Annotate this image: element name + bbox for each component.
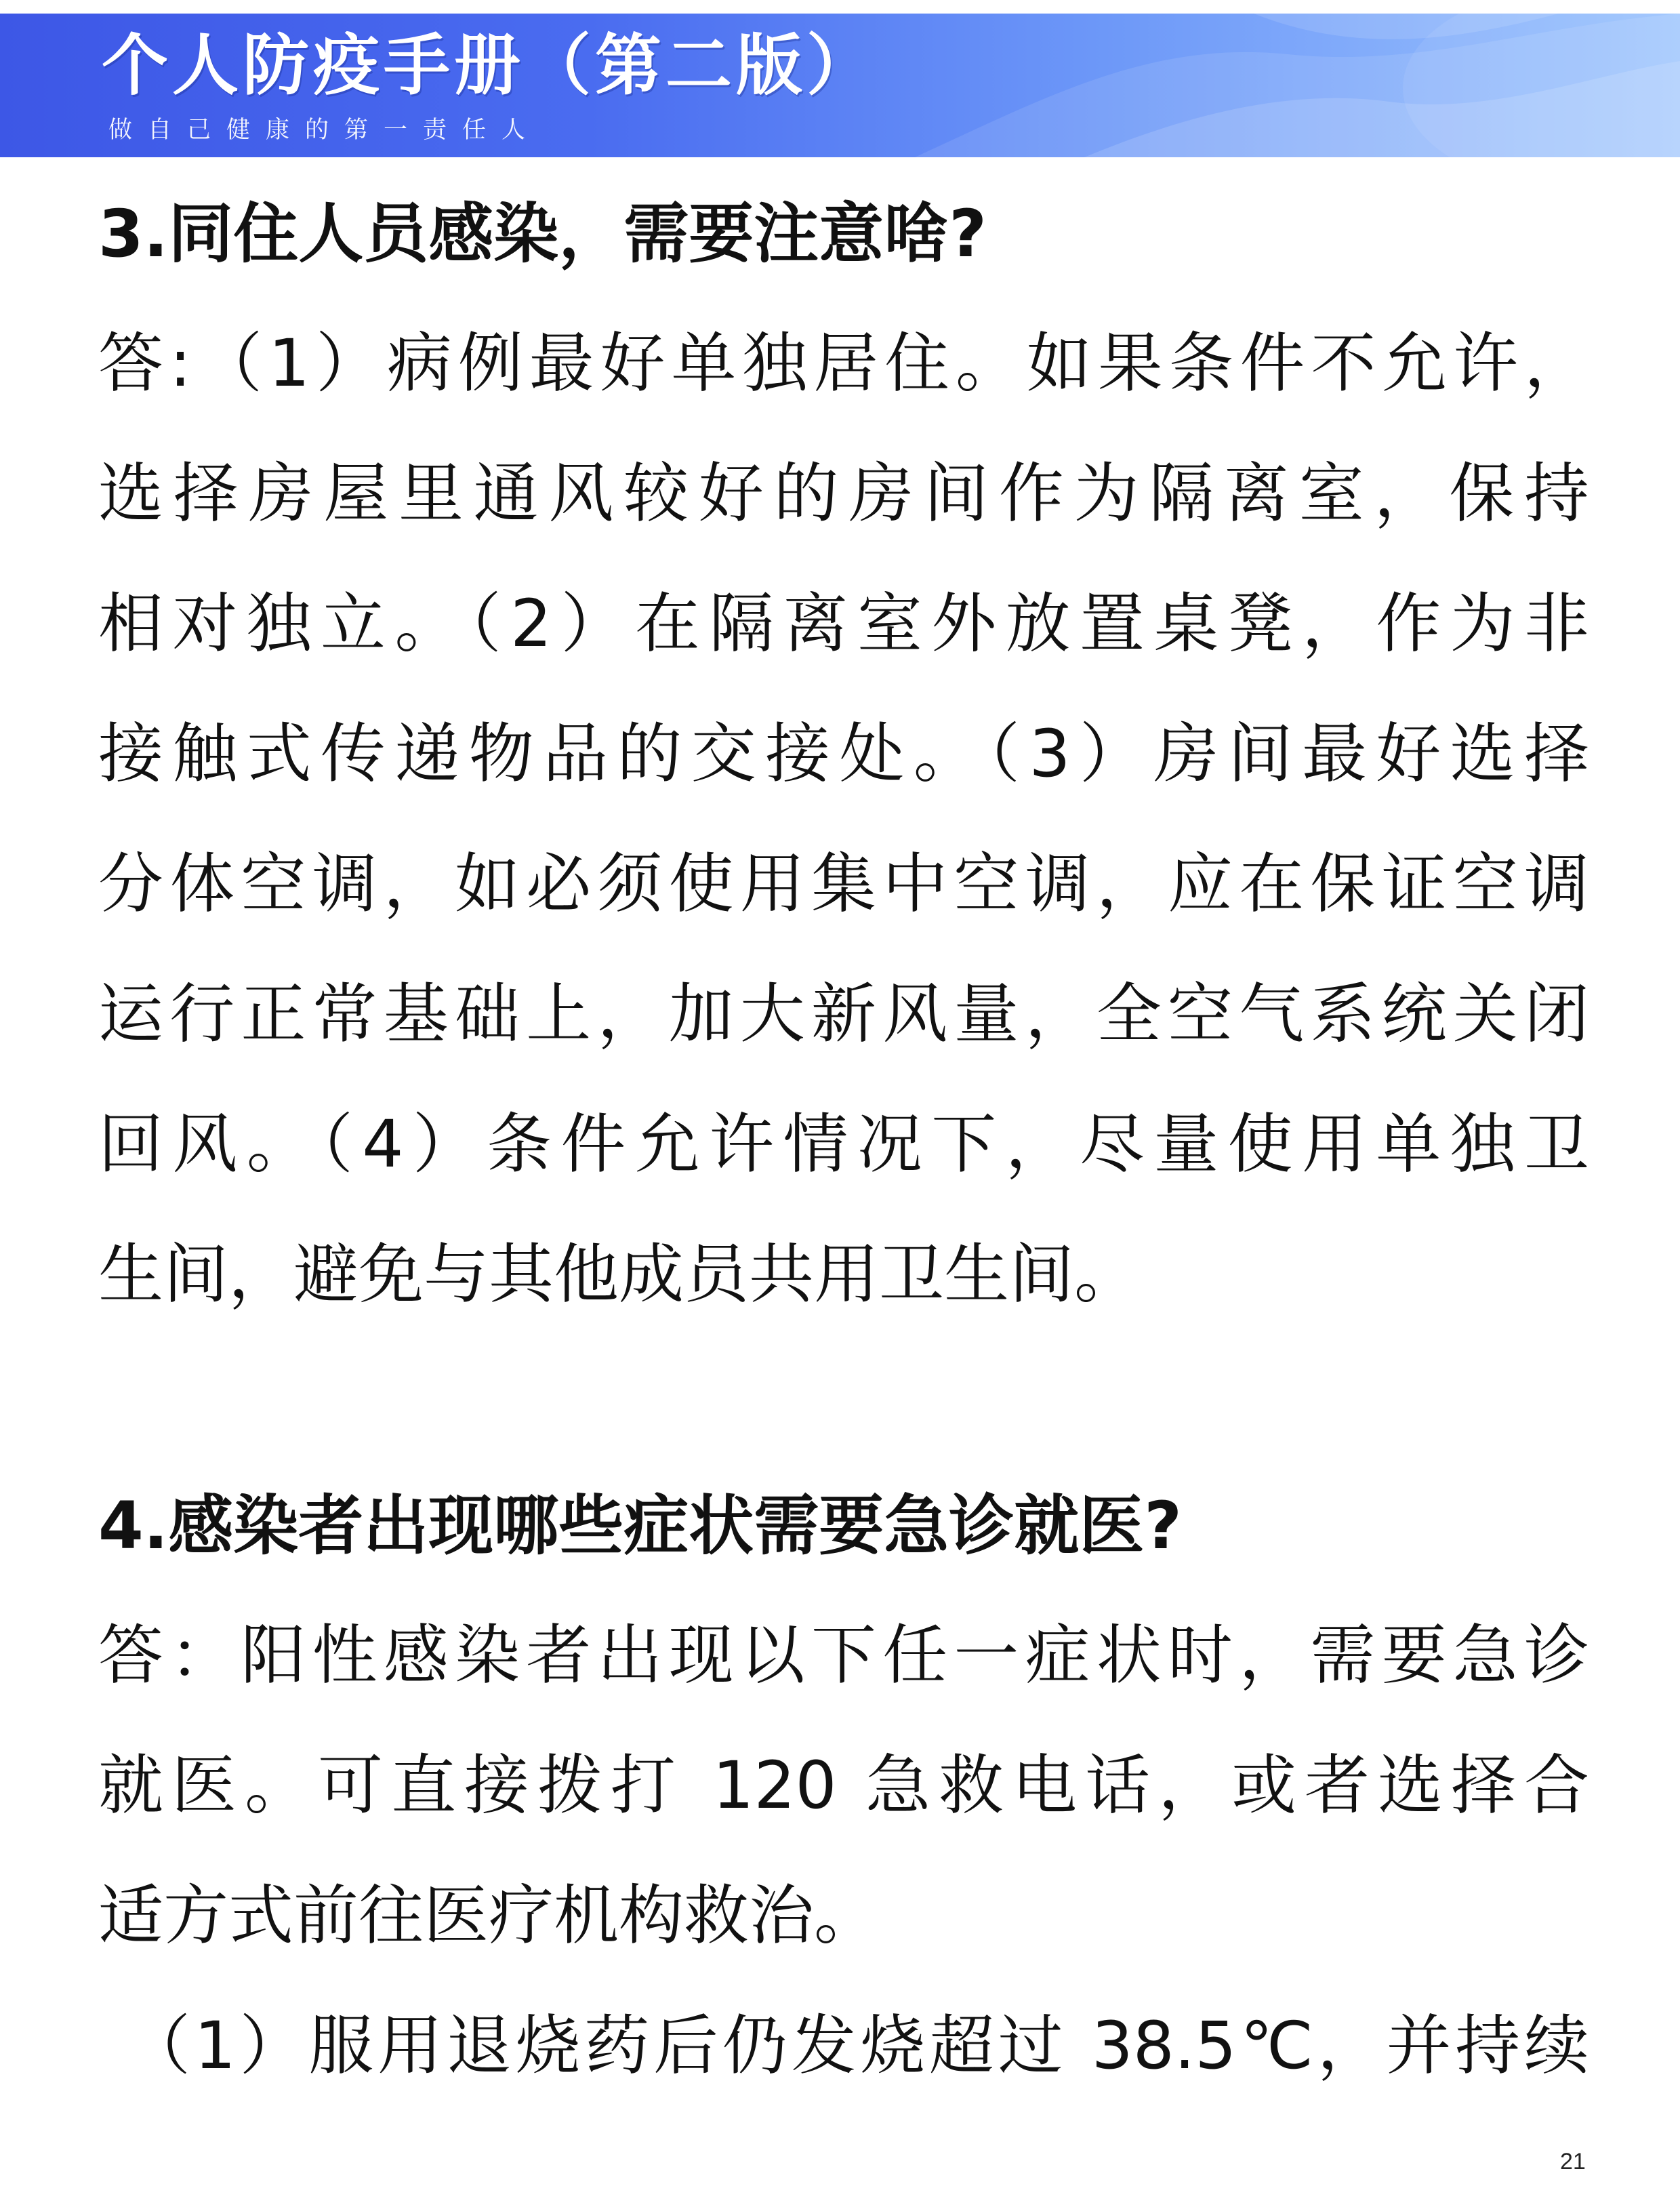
- section-4-answer: [98, 1590, 1589, 2111]
- answer-line: 生间，避免与其他成员共用卫生间。: [98, 1236, 1139, 1312]
- answer-line: 分体空调，如必须使用集中空调，应在保证空调: [98, 846, 1589, 922]
- answer-line: 运行正常基础上，加大新风量，全空气系统关闭: [98, 976, 1589, 1052]
- handbook-subtitle: 做自己健康的第一责任人: [108, 117, 541, 144]
- answer-line: 答:（1）病例最好单独居住。如果条件不允许，: [98, 325, 1589, 401]
- answer-line: 选择房屋里通风较好的房间作为隔离室，保持: [98, 456, 1589, 531]
- answer-line: 适方式前往医疗机构救治。: [98, 1878, 879, 1954]
- answer-line: 接触式传递物品的交接处。（3）房间最好选择: [98, 716, 1589, 792]
- page-number: 21: [1560, 2149, 1586, 2174]
- page-content: [98, 169, 1589, 2111]
- section-3-heading: 3.同住人员感染，需要注意啥?: [98, 196, 987, 272]
- header-banner: [0, 14, 1680, 157]
- answer-line: 相对独立。（2）在隔离室外放置桌凳，作为非: [98, 586, 1589, 662]
- symptom-item-1: （1）服用退烧药后仍发烧超过 38.5℃，并持续: [125, 2008, 1589, 2084]
- section-3-answer: [98, 298, 1589, 1339]
- section-spacer: [98, 1339, 1589, 1461]
- handbook-title: 个人防疫手册（第二版）: [102, 27, 878, 104]
- section-4-heading: 4.感染者出现哪些症状需要急诊就医?: [98, 1488, 1182, 1564]
- answer-line: 就医。可直接拨打 120 急救电话，或者选择合: [98, 1747, 1589, 1823]
- answer-line: 回风。（4）条件允许情况下，尽量使用单独卫: [98, 1106, 1589, 1182]
- answer-line: 答：阳性感染者出现以下任一症状时，需要急诊: [98, 1617, 1589, 1693]
